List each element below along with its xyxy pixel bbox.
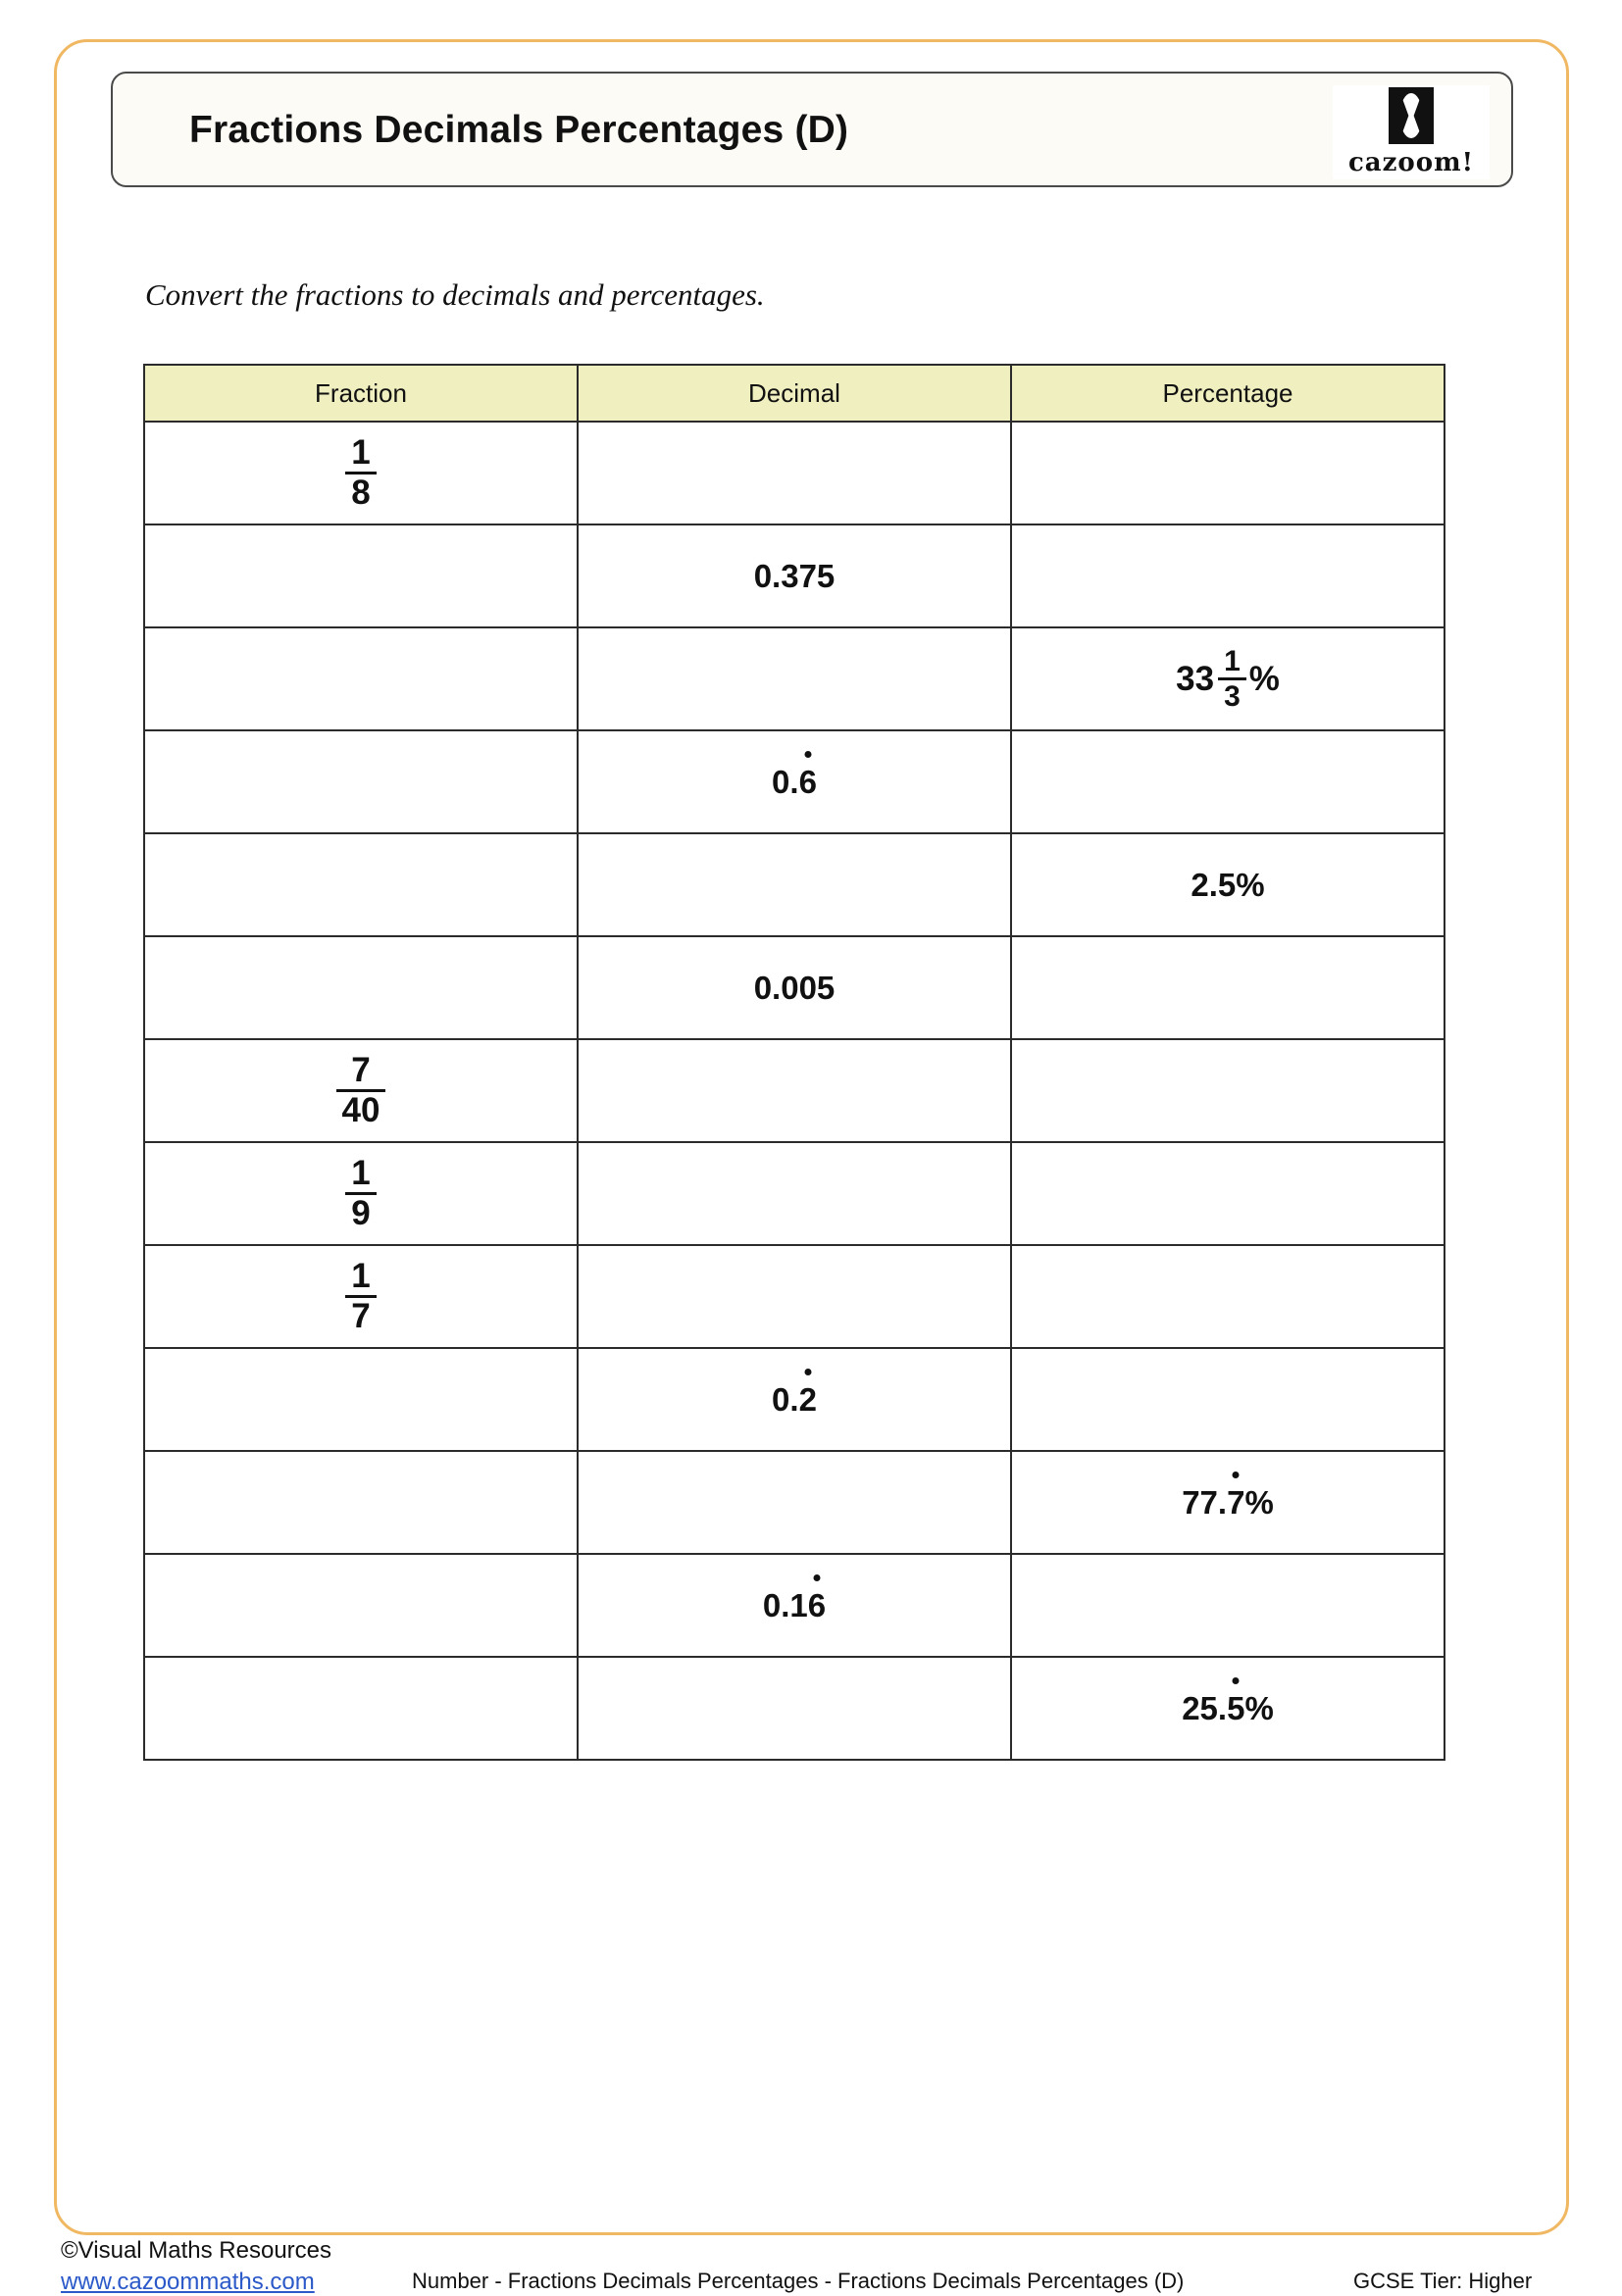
instruction-text: Convert the fractions to decimals and percentages. [145,277,765,312]
cell-decimal[interactable]: 0.375 [578,524,1011,627]
table-row [144,936,1445,1039]
cell-percentage[interactable] [1011,1142,1445,1245]
table-header-row [144,365,1445,422]
recurring-dot-icon [804,751,811,758]
recurring-digit: 5 [1227,1690,1244,1727]
fraction-value: $\frac{1}{9}$ [345,1156,376,1232]
fraction-value: $\frac{7}{40}$ [336,1053,386,1129]
cell-fraction[interactable] [144,833,578,936]
page-title: Fractions Decimals Percentages (D) [189,109,849,151]
cell-fraction[interactable] [144,1348,578,1451]
cell-percentage[interactable] [1011,422,1445,524]
mixed-number-value: 33 $\frac{1}{3}$ % [1176,644,1280,713]
cell-fraction[interactable] [144,1245,578,1348]
cell-percentage[interactable] [1011,1554,1445,1657]
footer-website-link[interactable]: www.cazoommaths.com [61,2269,315,2295]
cell-fraction[interactable] [144,1451,578,1554]
column-header-fraction: Fraction [144,365,578,422]
logo-text: cazoom! [1347,148,1475,177]
cell-percentage[interactable] [1011,1657,1445,1760]
decimal-prefix: 0. [772,1380,799,1418]
recurring-digit: 7 [1227,1484,1244,1522]
table-row [144,1554,1445,1657]
page-footer [0,2237,1622,2294]
cell-decimal[interactable] [578,627,1011,730]
cell-decimal[interactable] [578,1348,1011,1451]
cell-fraction[interactable] [144,1657,578,1760]
cell-percentage[interactable] [1011,1348,1445,1451]
cell-percentage[interactable] [1011,730,1445,833]
cell-decimal[interactable]: 0.005 [578,936,1011,1039]
recurring-dot-icon [813,1574,820,1581]
cell-percentage[interactable] [1011,1451,1445,1554]
table-row [144,730,1445,833]
decimal-prefix: 0.1 [762,1586,808,1623]
hourglass-icon [1389,87,1434,144]
recurring-dot-icon [804,1369,811,1375]
percentage-suffix: % [1244,1689,1274,1726]
table-row [144,1348,1445,1451]
cell-fraction[interactable] [144,627,578,730]
fraction-value: $\frac{1}{7}$ [345,1259,376,1335]
cell-decimal[interactable] [578,422,1011,524]
cell-fraction[interactable] [144,730,578,833]
table-row [144,524,1445,627]
cell-decimal[interactable] [578,1245,1011,1348]
conversion-table [143,364,1445,1761]
cell-fraction[interactable] [144,524,578,627]
cell-decimal[interactable] [578,833,1011,936]
recurring-dot-icon [1233,1677,1240,1684]
table-row [144,833,1445,936]
worksheet-page [54,39,1569,2235]
recurring-dot-icon [1233,1472,1240,1478]
table-row [144,1039,1445,1142]
table-row [144,1451,1445,1554]
table-row [144,1142,1445,1245]
cell-percentage[interactable] [1011,1245,1445,1348]
cell-percentage[interactable] [1011,936,1445,1039]
decimal-prefix: 0. [772,763,799,800]
cazoom-logo [1333,85,1490,179]
recurring-digit: 2 [799,1381,817,1419]
cell-fraction[interactable] [144,422,578,524]
cell-decimal[interactable] [578,730,1011,833]
column-header-percentage: Percentage [1011,365,1445,422]
footer-copyright: ©Visual Maths Resources [61,2237,332,2264]
table-row [144,1657,1445,1760]
cell-decimal[interactable] [578,1142,1011,1245]
cell-decimal[interactable] [578,1039,1011,1142]
percentage-prefix: 77. [1182,1483,1228,1521]
cell-percentage[interactable] [1011,1039,1445,1142]
cell-fraction[interactable] [144,1142,578,1245]
cell-fraction[interactable] [144,1039,578,1142]
table-row [144,627,1445,730]
cell-decimal[interactable] [578,1554,1011,1657]
cell-percentage[interactable] [1011,524,1445,627]
recurring-digit: 6 [808,1587,826,1624]
cell-decimal[interactable] [578,1657,1011,1760]
fraction-value: $\frac{1}{8}$ [345,435,376,512]
cell-fraction[interactable] [144,1554,578,1657]
cell-percentage[interactable]: 2.5% [1011,833,1445,936]
recurring-digit: 6 [799,764,817,801]
footer-topic-path: Number - Fractions Decimals Percentages - Fractions Decimals Percentages (D) [412,2269,1185,2293]
cell-decimal[interactable] [578,1451,1011,1554]
footer-tier: GCSE Tier: Higher [1353,2269,1533,2293]
column-header-decimal: Decimal [578,365,1011,422]
percentage-suffix: % [1244,1483,1274,1521]
percentage-prefix: 25. [1182,1689,1228,1726]
cell-fraction[interactable] [144,936,578,1039]
table-row [144,422,1445,524]
header-panel [111,72,1513,187]
table-row [144,1245,1445,1348]
cell-percentage[interactable] [1011,627,1445,730]
